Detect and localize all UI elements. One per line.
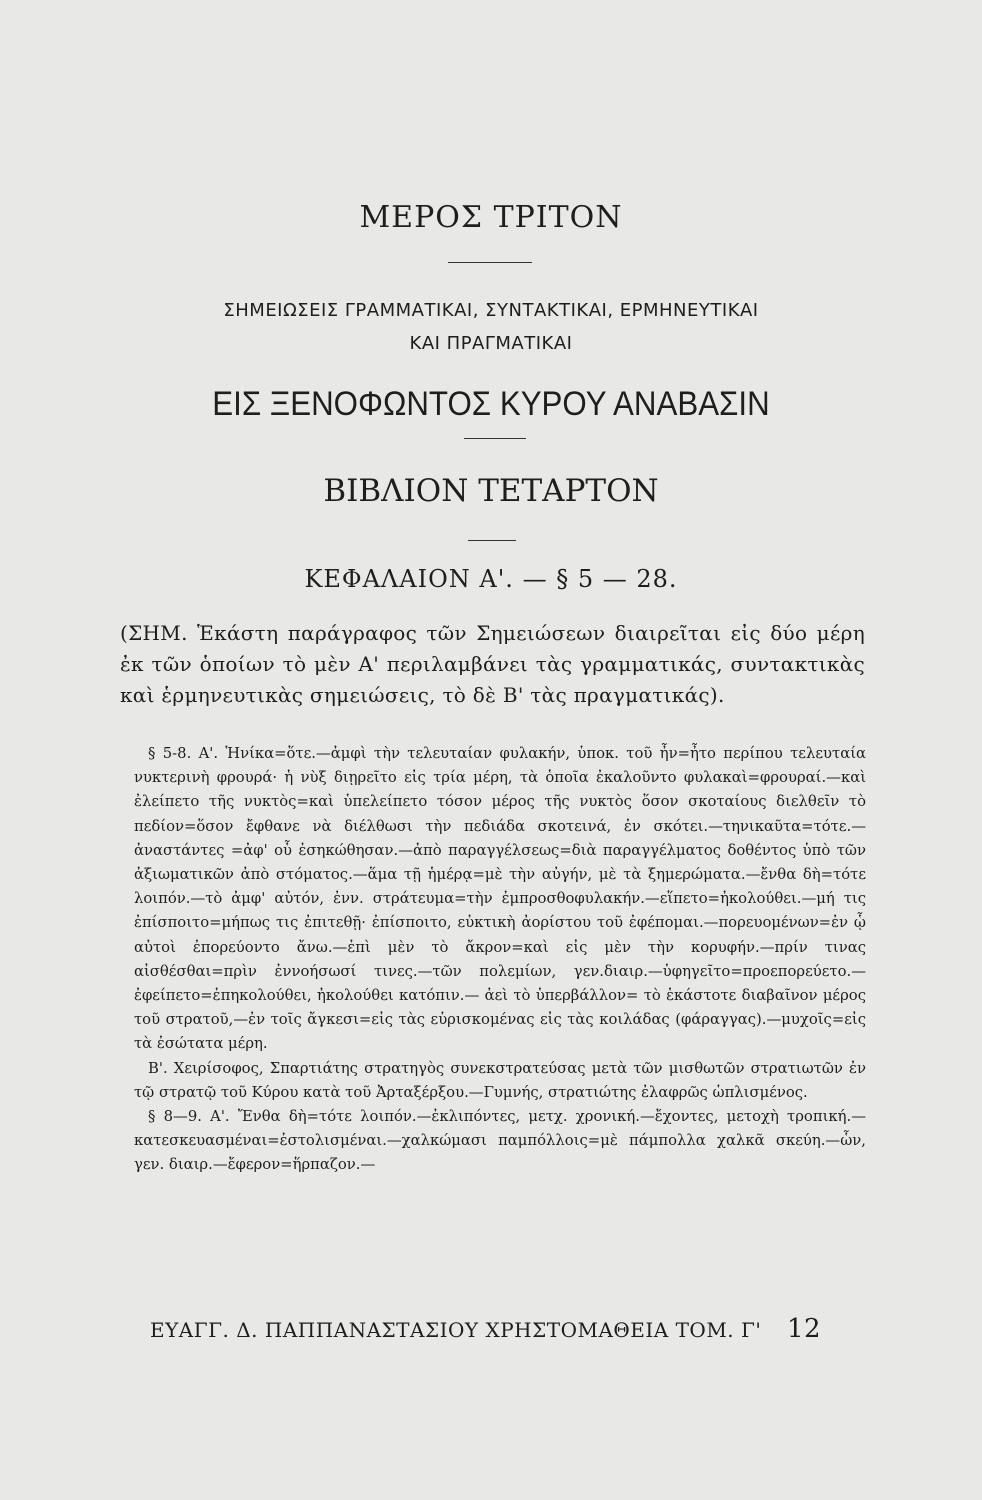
part-title: ΜΕΡΟΣ ΤΡΙΤΟΝ [359,200,623,235]
subtitle-line-2: ΚΑΙ ΠΡΑΓΜΑΤΙΚΑΙ [409,333,573,354]
commentary-body [134,742,866,1178]
commentary-paragraph: § 8—9. Α'. Ἔνθα δὴ=τότε λοιπόν.—ἐκλιπόντες, μετχ. χρονική.—ἔχοντες, μετοχὴ τροπική.—κατεσκευασμέναι=ἐστολισμέναι.—χαλκώμασι παμπόλλοις=μὲ πάμπολλα χαλκᾶ σκεύη.—ὧν, γεν. διαιρ.—ἔφερον=ἥρπαζον.— [134,1108,866,1174]
work-title: ΕΙΣ ΞΕΝΟΦΩΝΤΟΣ ΚΥΡΟΥ ΑΝΑΒΑΣΙΝ [212,385,770,423]
commentary-paragraph: § 5-8. Α'. Ἡνίκα=ὅτε.—ἀμφὶ τὴν τελευταίαν φυλακήν, ὑποκ. τοῦ ἦν=ἦτο περίπου τελευταία νυκτερινὴ φρουρά· ἡ νὺξ διῃρεῖτο εἰς τρία μέρη, τὰ ὁποῖα ἐκαλοῦντο φυλακαὶ=φρουραί.—καὶ ἐλείπετο τῆς νυκτὸς=καὶ ὑπελείπετο τόσον μέρος τῆς νυκτὸς ὅσον σκοταίους διελθεῖν τὸ πεδίον=ὅσον ἔφθανε νὰ διέλθωσι τὴν πεδιάδα σκοτεινά, ἐν σκότει.—τηνικαῦτα=τότε.—ἀναστάντες =ἀφ' οὗ ἐσηκώθησαν.—ἀπὸ παραγγέλσεως=διὰ παραγγέλματος δοθέντος ὑπὸ τῶν ἀξιωματικῶν ἀπὸ στόματος.—ἅμα τῇ ἡμέρᾳ=μὲ τὴν αὐγήν, μὲ τὰ ξημερώματα.—ἔνθα δὴ=τότε λοιπόν.—τὸ ἀμφ' αὐτόν, ἐνν. στράτευμα=τὴν ἐμπροσθοφυλακήν.—εἵπετο=ἠκολούθει.—μή τις ἐπίσποιτο=μήπως τις ἐπιτεθῇ· ἐπίσποιτο, εὐκτικὴ ἀορίστου τοῦ ἐφέπομαι.—πορευομένων=ἐν ᾧ αὐτοὶ ἐπορεύοντο ἄνω.—ἐπὶ μὲν τὸ ἄκρον=καὶ εἰς μὲν τὴν κορυφήν.—πρίν τινας αἰσθέσθαι=πρὶν ἐννοήσωσί τινες.—τῶν πολεμίων, γεν.διαιρ.—ὑφηγεῖτο=προεπορεύετο.—ἐφείπετο=ἐπηκολούθει, ἠκολούθει κατόπιν.— ἀεὶ τὸ ὑπερβάλλον= τὸ ἑκάστοτε διαβαῖνον μέρος τοῦ στρατοῦ,—ἐν τοῖς ἄγκεσι=εἰς τὰς εὑρισκομένας εἰς τὰς κοιλάδας (φάραγγας).—μυχοῖς=εἰς τὰ ἐσώτατα μέρη. [134,745,866,1053]
book-title: ΒΙΒΛΙΟΝ ΤΕΤΑΡΤΟΝ [323,473,659,509]
page-footer [150,1314,850,1344]
footer-label: ΕΥΑΓΓ. Δ. ΠΑΠΠΑΝΑΣΤΑΣΙΟΥ ΧΡΗΣΤΟΜΑΘΕΙΑ ΤΟΜ. Γ' [150,1318,762,1342]
editorial-note: (ΣΗΜ. Ἑκάστη παράγραφος τῶν Σημειώσεων διαιρεῖται εἰς δύο μέρη ἐκ τῶν ὁποίων τὸ μὲν Α' περιλαμβάνει τὰς γραμματικάς, συντακτικὰς καὶ ἑρμηνευτικὰς σημειώσεις, τὸ δὲ Β' τὰς πραγματικάς). [120,621,865,707]
divider-3 [468,540,516,541]
chapter-title: ΚΕΦΑΛΑΙΟΝ Α'. — § 5 — 28. [304,565,678,593]
divider-1 [448,262,532,263]
divider-2 [464,438,526,439]
page-number: 12 [787,1314,822,1344]
subtitle-line-1: ΣΗΜΕΙΩΣΕΙΣ ΓΡΑΜΜΑΤΙΚΑΙ, ΣΥΝΤΑΚΤΙΚΑΙ, ΕΡΜΗΝΕΥΤΙΚΑΙ [223,300,759,321]
commentary-paragraph: Β'. Χειρίσοφος, Σπαρτιάτης στρατηγὸς συνεκστρατεύσας μετὰ τῶν μισθωτῶν στρατιωτῶν ἐν τῷ στρατῷ τοῦ Κύρου κατὰ τοῦ Ἀρταξέρξου.—Γυμνής, στρατιώτης ἐλαφρῶς ὡπλισμένος. [134,1059,866,1101]
